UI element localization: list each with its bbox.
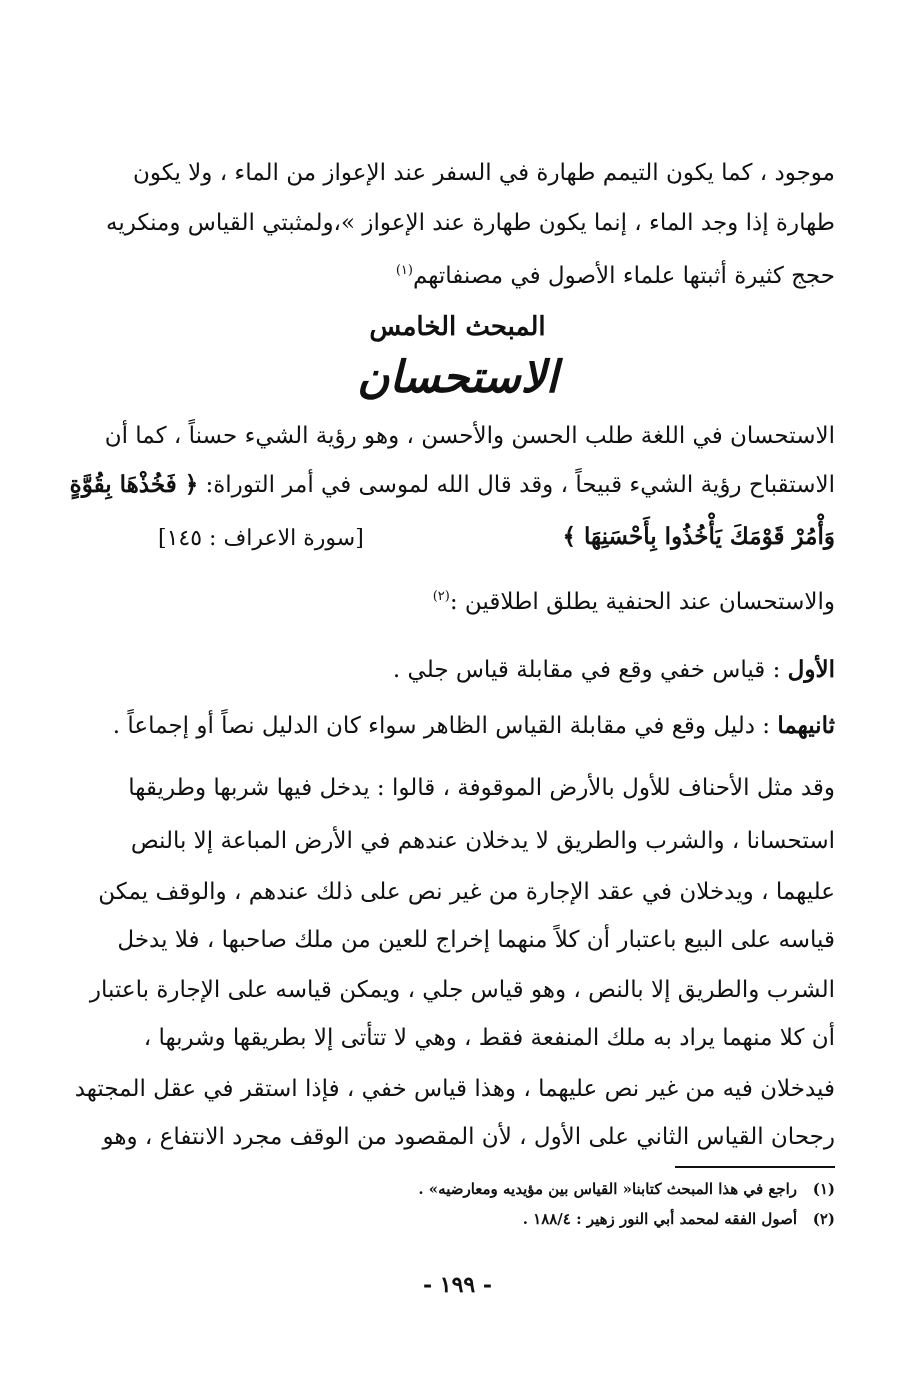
paragraph-line-with-verse <box>69 470 835 500</box>
footnote-2 <box>155 1208 835 1230</box>
paragraph-line: قياسه على البيع باعتبار أن كلاً منهما إخراج للعين من ملك صاحبها ، فلا يدخل <box>117 927 835 953</box>
footnote-1 <box>155 1178 835 1200</box>
paragraph-line: أن كلا منهما يراد به ملك المنفعة فقط ، وهي لا تتأتى إلا بطريقها وشربها ، <box>143 1025 835 1051</box>
paragraph-line: استحسانا ، والشرب والطريق لا يدخلان عندهم في الأرض المباعة إلا بالنص <box>130 828 835 854</box>
paragraph-text: والاستحسان عند الحنفية يطلق اطلاقين : <box>449 589 835 615</box>
paragraph-line: موجود ، كما يكون التيمم طهارة في السفر عند الإعواز من الماء ، ولا يكون <box>132 160 835 186</box>
verse-reference: [سورة الاعراف : ١٤٥] <box>158 526 364 551</box>
paragraph-text: حجج كثيرة أثبتها علماء الأصول في مصنفاتهم <box>412 263 835 289</box>
quran-verse-part: ﴿ فَخُذْهَا بِقُوَّةٍ <box>69 471 199 498</box>
footnote-marker-1: (١) <box>395 263 413 278</box>
footnote-number: (٢) <box>812 1210 835 1228</box>
footnote-number: (١) <box>812 1180 835 1198</box>
type-item-second <box>112 711 835 741</box>
paragraph-line: الشرب والطريق إلا بالنص ، وهو قياس جلي ، ويمكن قياسه على الإجارة باعتبار <box>89 977 835 1003</box>
page-number: - ١٩٩ - <box>422 1272 493 1298</box>
section-heading: المبحث الخامس <box>369 312 546 342</box>
footnote-text: أصول الفقه لمحمد أبي النور زهير : ١٨٨/٤ . <box>522 1210 797 1228</box>
type-text: : دليل وقع في مقابلة القياس الظاهر سواء كان الدليل نصاً أو إجماعاً . <box>112 713 778 739</box>
paragraph-line: طهارة إذا وجد الماء ، إنما يكون طهارة عند الإعواز »،ولمثبتي القياس ومنكريه <box>105 210 835 236</box>
footnote-text: راجع في هذا المبحث كتابنا« القياس بين مؤيديه ومعارضيه» . <box>418 1180 797 1198</box>
paragraph-text: الاستقباح رؤية الشيء قبيحاً ، وقد قال الله لموسى في أمر التوراة: <box>205 472 835 498</box>
paragraph-line-with-note <box>155 256 835 291</box>
section-title: الاستحسان <box>357 352 558 403</box>
quran-verse-part: وَأْمُرْ قَوْمَكَ يَأْخُذُوا بِأَحْسَنِهَا ﴾ <box>562 523 835 550</box>
paragraph-line-with-note <box>155 582 835 617</box>
type-text: : قياس خفي وقع في مقابلة قياس جلي . <box>392 657 788 683</box>
paragraph-line: رجحان القياس الثاني على الأول ، لأن المقصود من الوقف مجرد الانتفاع ، وهو <box>102 1124 835 1150</box>
paragraph-line: الاستحسان في اللغة طلب الحسن والأحسن ، وهو رؤية الشيء حسناً ، كما أن <box>104 423 835 449</box>
footnote-divider <box>675 1166 835 1168</box>
paragraph-line: وقد مثل الأحناف للأول بالأرض الموقوفة ، قالوا : يدخل فيها شربها وطريقها <box>128 775 835 801</box>
type-label: الأول <box>787 656 835 683</box>
type-item-first <box>155 655 835 685</box>
paragraph-line: فيدخلان فيه من غير نص عليهما ، وهذا قياس خفي ، فإذا استقر في عقل المجتهد <box>74 1076 835 1102</box>
paragraph-line: عليهما ، ويدخلان في عقد الإجارة من غير نص على ذلك عندهم ، والوقف يمكن <box>98 879 835 905</box>
type-label: ثانيهما <box>777 712 835 739</box>
footnote-marker-2: (٢) <box>432 589 450 604</box>
